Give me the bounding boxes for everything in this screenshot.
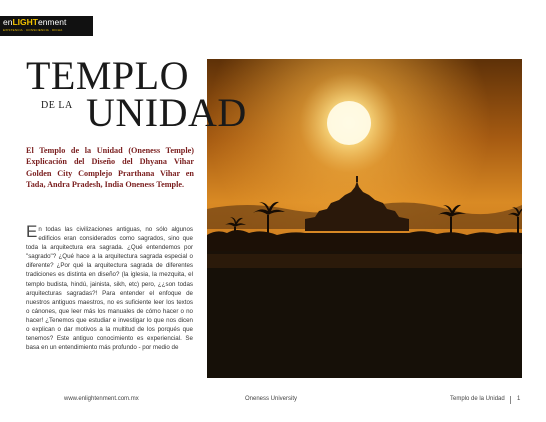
title-line-templo: TEMPLO: [26, 53, 189, 98]
footer-divider: [510, 396, 511, 404]
brand-tagline: EXISTENCIA · CONSCIENCIA · DICHA: [3, 28, 63, 32]
temple-sunset-photo: [207, 59, 522, 378]
article-subtitle: El Templo de la Unidad (Oneness Temple) Explicación del Diseño del Dhyana Vihar Golden City Complejo Prarthana Vihar en Tada, Andra Pradesh, India Oneness Temple.: [26, 146, 194, 189]
dropcap: E: [26, 222, 38, 241]
footer-section-title: Templo de la Unidad: [450, 396, 505, 402]
article-body-text: n todas las civilizaciones antiguas, no sólo algunos edificios eran considerados como sagrados, sino que toda la arquitectura era sagrada. ¿Qué entendemos por "sagrado"? ¿Qué hace a la arquitectura sagrada especial o diferente? ¿Por qué la arquitectura sagrada de diferentes tradiciones es distinta en diseño? (la iglesia, la mezquita, el templo budista, hindú, jainista, sikh, etc) pero, ¿¿son todas arquitecturas sagradas?! Para entender el enfoque de nuestros antiguos maestros, no es suficiente leer los textos o cánones, que leer más los manuales de cómo hacer o no hacer! ¿Tenemos que estudiar e investigar lo que nos dicen o explican o dar motivos a la multitud de los porqués que tenemos? Este antiguo conocimiento es experiencial. Se basa en un entendimiento más profundo - por medio de: [26, 226, 193, 352]
footer-university: Oneness University: [245, 396, 298, 402]
brand-name: enLIGHTenment: [3, 17, 67, 27]
title-line-unidad: UNIDAD: [86, 90, 247, 135]
brand-logo: [0, 16, 93, 36]
page-number: 1: [517, 396, 521, 402]
title-line-de-la: DE LA: [41, 100, 73, 111]
footer-website: www.enlightenment.com.mx: [64, 396, 139, 402]
article-body: [26, 222, 193, 352]
temple-sunset-illustration: [207, 59, 522, 378]
